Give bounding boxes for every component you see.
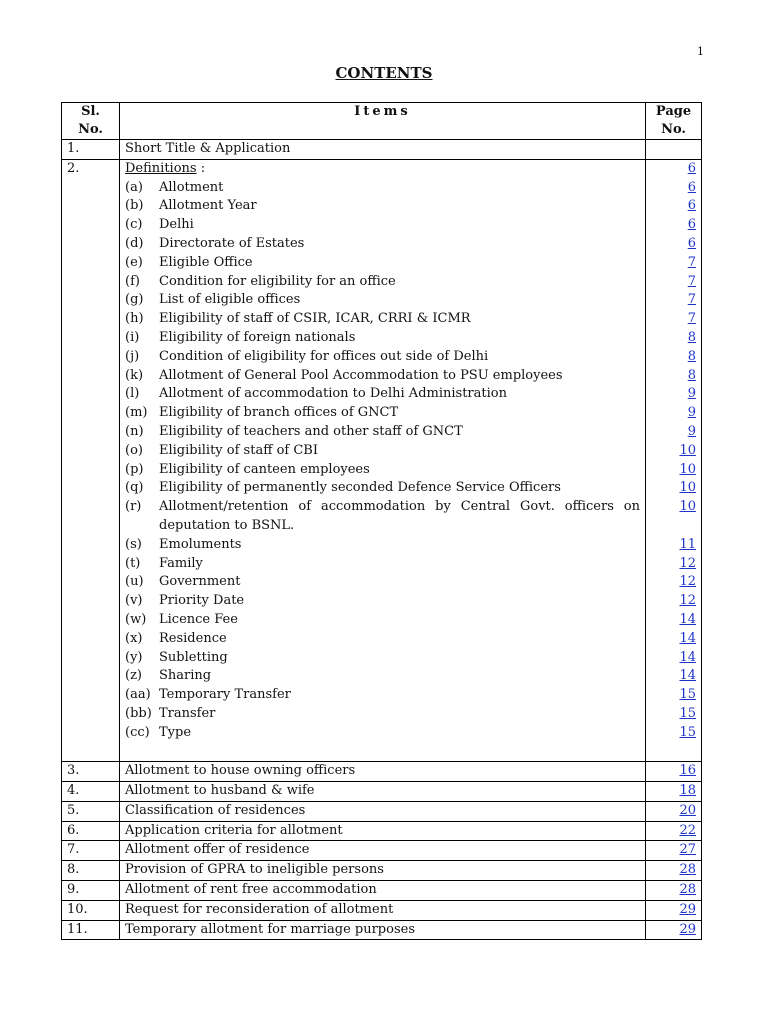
- page-link[interactable]: 9: [687, 405, 696, 421]
- definition-text: Government: [159, 574, 241, 590]
- page-link-line: [646, 273, 696, 292]
- row-page: [646, 821, 702, 841]
- page-link[interactable]: 15: [679, 687, 696, 703]
- definition-marker: (f): [125, 273, 140, 289]
- page-link[interactable]: 8: [687, 329, 696, 345]
- page-link[interactable]: 14: [679, 649, 696, 665]
- row-item: Request for reconsideration of allotment: [120, 900, 646, 920]
- page-link-line: [646, 235, 696, 254]
- row-sl-no: 7.: [62, 841, 120, 861]
- definitions-heading: [125, 160, 640, 179]
- table-row: [62, 762, 702, 782]
- definition-item: [125, 235, 640, 254]
- definition-marker: (cc): [125, 724, 150, 740]
- definition-item: [125, 649, 640, 668]
- header-sl-line2: No.: [78, 122, 103, 137]
- row-page: [646, 762, 702, 782]
- row-sl-no: 11.: [62, 920, 120, 940]
- row-item: Provision of GPRA to ineligible persons: [120, 861, 646, 881]
- definition-text: Transfer: [159, 705, 216, 721]
- definition-item: [125, 273, 640, 292]
- definition-marker: (k): [125, 367, 144, 383]
- contents-table: [61, 102, 702, 940]
- row-item: Application criteria for allotment: [120, 821, 646, 841]
- page-link-line: [646, 310, 696, 329]
- row-sl-no: 6.: [62, 821, 120, 841]
- page-link-line: [646, 197, 696, 216]
- page-link[interactable]: 27: [679, 842, 696, 858]
- page-link-line: [646, 536, 696, 555]
- page-link[interactable]: 14: [679, 611, 696, 627]
- row-page: [646, 801, 702, 821]
- table-row: [62, 900, 702, 920]
- definition-marker: (j): [125, 348, 140, 364]
- definition-item-continuation: [125, 517, 640, 536]
- definition-item: [125, 461, 640, 480]
- definition-text: Delhi: [159, 217, 194, 233]
- row-sl-no: 2.: [62, 159, 120, 762]
- definition-text: List of eligible offices: [159, 292, 301, 308]
- definition-item: [125, 179, 640, 198]
- definition-item: [125, 442, 640, 461]
- definition-marker: (a): [125, 179, 143, 195]
- page-link-line: [646, 160, 696, 179]
- definition-marker: (g): [125, 292, 144, 308]
- table-row: [62, 782, 702, 802]
- row-page: [646, 900, 702, 920]
- page-link[interactable]: 7: [687, 292, 696, 308]
- definition-item: [125, 686, 640, 705]
- row-item: Allotment of rent free accommodation: [120, 881, 646, 901]
- definition-text: Eligibility of staff of CBI: [159, 442, 318, 458]
- row-page[interactable]: [646, 140, 702, 160]
- table-row: [62, 140, 702, 160]
- definition-text: Sharing: [159, 668, 212, 684]
- page-link-line: [646, 442, 696, 461]
- definition-marker: (u): [125, 574, 144, 590]
- page-link[interactable]: 6: [687, 235, 696, 251]
- definition-text: Allotment/retention of accommodation by Central Govt. officers on: [159, 499, 640, 515]
- definition-item: [125, 611, 640, 630]
- definition-marker: (b): [125, 198, 144, 214]
- header-items: Items: [120, 103, 646, 140]
- page-link-line: [646, 216, 696, 235]
- definition-text: Eligibility of canteen employees: [159, 461, 370, 477]
- definition-item: [125, 479, 640, 498]
- definition-item: [125, 348, 640, 367]
- page-link[interactable]: 12: [679, 555, 696, 571]
- page-number: 1: [697, 45, 704, 58]
- row-item: Allotment offer of residence: [120, 841, 646, 861]
- definition-text: Eligibility of foreign nationals: [159, 329, 356, 345]
- page-link-line: [646, 592, 696, 611]
- table-row: [62, 821, 702, 841]
- definition-marker: (e): [125, 254, 143, 270]
- page-link[interactable]: 28: [679, 862, 696, 878]
- definition-item: [125, 705, 640, 724]
- page-link-line: [646, 667, 696, 686]
- page-link[interactable]: 7: [687, 254, 696, 270]
- page-link-line: [646, 611, 696, 630]
- page-spacer: [646, 517, 696, 536]
- table-row: [62, 841, 702, 861]
- row-sl-no: 3.: [62, 762, 120, 782]
- row-item: Short Title & Application: [120, 140, 646, 160]
- definitions-list: [120, 159, 646, 762]
- page-link[interactable]: 12: [679, 574, 696, 590]
- definition-item: [125, 536, 640, 555]
- definitions-heading-colon: :: [196, 160, 206, 176]
- definition-text: Licence Fee: [159, 611, 238, 627]
- row-sl-no: 1.: [62, 140, 120, 160]
- row-page: [646, 881, 702, 901]
- definition-text: Eligibility of staff of CSIR, ICAR, CRRI & ICMR: [159, 311, 471, 327]
- header-sl-no: [62, 103, 120, 140]
- definition-marker: (s): [125, 536, 142, 552]
- row-sl-no: 4.: [62, 782, 120, 802]
- row-sl-no: 5.: [62, 801, 120, 821]
- page-link-line: [646, 461, 696, 480]
- page-link-line: [646, 348, 696, 367]
- definition-text: Subletting: [159, 649, 228, 665]
- definition-text: Allotment of accommodation to Delhi Administration: [159, 386, 507, 402]
- definition-item: [125, 573, 640, 592]
- table-header-row: [62, 103, 702, 140]
- table-row: [62, 801, 702, 821]
- page-link-line: [646, 573, 696, 592]
- definition-marker: (h): [125, 311, 144, 327]
- definition-item: [125, 724, 640, 743]
- definition-item: [125, 329, 640, 348]
- definition-text: Residence: [159, 630, 227, 646]
- page-link[interactable]: 11: [679, 536, 696, 552]
- page-link[interactable]: 14: [679, 630, 696, 646]
- definition-text: Eligibility of branch offices of GNCT: [159, 405, 399, 421]
- definitions-row: [62, 159, 702, 762]
- definition-item: [125, 423, 640, 442]
- definition-marker: (o): [125, 442, 143, 458]
- page-link[interactable]: 7: [687, 311, 696, 327]
- page-link-line: [646, 555, 696, 574]
- definition-item: [125, 216, 640, 235]
- row-sl-no: 9.: [62, 881, 120, 901]
- row-page: [646, 782, 702, 802]
- definition-text: Emoluments: [159, 536, 242, 552]
- row-item: Allotment to house owning officers: [120, 762, 646, 782]
- definition-marker: (c): [125, 217, 143, 233]
- page-link[interactable]: 6: [687, 198, 696, 214]
- page-link[interactable]: 16: [679, 763, 696, 779]
- page-link[interactable]: 18: [679, 783, 696, 799]
- definition-text: Condition of eligibility for offices out side of Delhi: [159, 348, 489, 364]
- definition-marker: (r): [125, 499, 142, 515]
- table-row: [62, 920, 702, 940]
- definition-item: [125, 498, 640, 517]
- definition-text: Allotment Year: [159, 198, 257, 214]
- page-link[interactable]: 29: [679, 901, 696, 917]
- definition-text: Eligible Office: [159, 254, 253, 270]
- definition-marker: (aa): [125, 687, 151, 703]
- definition-text-continued: deputation to BSNL.: [159, 517, 295, 533]
- definition-marker: (z): [125, 668, 142, 684]
- page-link[interactable]: 7: [687, 273, 696, 289]
- page-link[interactable]: 8: [687, 367, 696, 383]
- page-link[interactable]: 28: [679, 882, 696, 898]
- page-link[interactable]: 10: [679, 442, 696, 458]
- definition-item: [125, 555, 640, 574]
- definition-item: [125, 592, 640, 611]
- page-link-line: [646, 686, 696, 705]
- page-link-line: [646, 367, 696, 386]
- definition-item: [125, 197, 640, 216]
- definition-item: [125, 667, 640, 686]
- definition-marker: (n): [125, 423, 144, 439]
- definition-text: Type: [159, 724, 192, 740]
- row-page: [646, 920, 702, 940]
- page-link[interactable]: 29: [679, 921, 696, 937]
- definition-marker: (m): [125, 405, 148, 421]
- page-link[interactable]: 9: [687, 423, 696, 439]
- definition-text: Family: [159, 555, 203, 571]
- table-row: [62, 861, 702, 881]
- page-link[interactable]: 6: [687, 160, 696, 176]
- page-link[interactable]: 9: [687, 386, 696, 402]
- page-link-line: [646, 385, 696, 404]
- page-link-line: [646, 724, 696, 743]
- page-link[interactable]: 12: [679, 593, 696, 609]
- header-sl-line1: Sl.: [81, 104, 100, 119]
- definition-text: Allotment: [159, 179, 224, 195]
- definition-text: Eligibility of teachers and other staff of GNCT: [159, 423, 463, 439]
- row-item: Temporary allotment for marriage purposes: [120, 920, 646, 940]
- page-link-line: [646, 179, 696, 198]
- definition-marker: (i): [125, 329, 140, 345]
- row-sl-no: 10.: [62, 900, 120, 920]
- indent-spacer: [125, 517, 159, 536]
- page-link[interactable]: 20: [679, 802, 696, 818]
- table-row: [62, 881, 702, 901]
- page-link[interactable]: 8: [687, 348, 696, 364]
- definition-marker: (y): [125, 649, 143, 665]
- row-sl-no: 8.: [62, 861, 120, 881]
- definition-item: [125, 385, 640, 404]
- page-link[interactable]: 10: [679, 480, 696, 496]
- definition-item: [125, 630, 640, 649]
- definitions-heading-text: Definitions: [125, 160, 197, 176]
- list-spacer: [125, 743, 640, 762]
- page-link-line: [646, 649, 696, 668]
- contents-title: CONTENTS: [335, 64, 433, 82]
- definition-text: Temporary Transfer: [159, 687, 291, 703]
- page-link[interactable]: 22: [679, 822, 696, 838]
- definition-marker: (x): [125, 630, 143, 646]
- page-link-line: [646, 498, 696, 517]
- definition-marker: (l): [125, 386, 140, 402]
- definition-text: Condition for eligibility for an office: [159, 273, 396, 289]
- definition-text: Directorate of Estates: [159, 235, 305, 251]
- definition-marker: (v): [125, 593, 143, 609]
- definition-text: Eligibility of permanently seconded Defence Service Officers: [159, 480, 561, 496]
- row-item: Classification of residences: [120, 801, 646, 821]
- definition-item: [125, 367, 640, 386]
- page-link[interactable]: 14: [679, 668, 696, 684]
- row-item: Allotment to husband & wife: [120, 782, 646, 802]
- page-link-line: [646, 329, 696, 348]
- definition-item: [125, 254, 640, 273]
- definition-marker: (bb): [125, 705, 152, 721]
- page-link-line: [646, 254, 696, 273]
- page-link[interactable]: 6: [687, 217, 696, 233]
- header-page-no: [646, 103, 702, 140]
- page-link-line: [646, 291, 696, 310]
- page-link-line: [646, 705, 696, 724]
- definition-text: Priority Date: [159, 593, 245, 609]
- page-link[interactable]: 15: [679, 724, 696, 740]
- page-link-line: [646, 479, 696, 498]
- definition-marker: (d): [125, 235, 144, 251]
- page-link[interactable]: 6: [687, 179, 696, 195]
- row-page: [646, 841, 702, 861]
- header-page-line1: Page: [655, 104, 692, 119]
- definitions-pages: [646, 159, 702, 762]
- header-page-line2: No.: [661, 122, 686, 137]
- page-link-line: [646, 630, 696, 649]
- definition-item: [125, 404, 640, 423]
- page-link[interactable]: 15: [679, 705, 696, 721]
- page-link-line: [646, 423, 696, 442]
- definition-marker: (t): [125, 555, 141, 571]
- definition-marker: (p): [125, 461, 144, 477]
- page-link[interactable]: 10: [679, 499, 696, 515]
- definition-item: [125, 310, 640, 329]
- definition-text: Allotment of General Pool Accommodation to PSU employees: [159, 367, 563, 383]
- row-page: [646, 861, 702, 881]
- definition-marker: (q): [125, 480, 144, 496]
- definition-marker: (w): [125, 611, 147, 627]
- page-link[interactable]: 10: [679, 461, 696, 477]
- page-link-line: [646, 404, 696, 423]
- definition-item: [125, 291, 640, 310]
